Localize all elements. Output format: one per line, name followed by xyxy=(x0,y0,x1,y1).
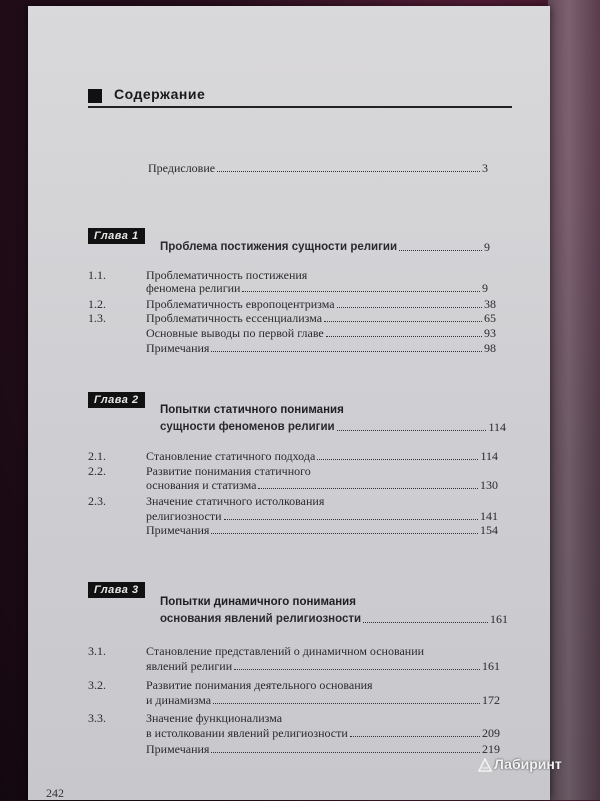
labyrinth-logo-icon xyxy=(478,758,492,772)
leader-dots xyxy=(213,703,480,704)
chapter-1-title: Проблема постижения сущности религии xyxy=(160,241,398,253)
entry-label: Примечания xyxy=(146,341,210,355)
chapter-2-badge: Глава 2 xyxy=(88,392,145,408)
leader-dots xyxy=(317,459,478,460)
leader-dots xyxy=(363,622,488,623)
page-number-fragment: 242 xyxy=(46,786,64,800)
entry-page: 209 xyxy=(482,726,500,740)
entry-page: 161 xyxy=(490,612,508,626)
section-title-line1: Проблематичность постижения xyxy=(146,268,308,282)
entry-page: 93 xyxy=(484,326,496,340)
toc-entry-preface[interactable] xyxy=(148,161,488,175)
toc-entry-notes-1[interactable] xyxy=(146,341,496,355)
entry-page: 65 xyxy=(484,311,496,325)
chapter-3-title-line1: Попытки динамичного понимания xyxy=(160,596,356,608)
toc-entry-2-2[interactable] xyxy=(146,478,498,492)
section-title-line1: Значение статичного истолкования xyxy=(146,494,325,508)
entry-page: 9 xyxy=(482,281,488,295)
adjacent-page-edge xyxy=(548,0,600,800)
chapter-2-title-line2: сущности феноменов религии xyxy=(160,421,335,433)
leader-dots xyxy=(324,321,482,322)
toc-entry-notes-2[interactable] xyxy=(146,523,498,537)
entry-label: Основные выводы по первой главе xyxy=(146,326,324,340)
section-number: 1.1. xyxy=(88,268,106,282)
book-page xyxy=(28,6,550,800)
entry-label: религиозности xyxy=(146,509,222,523)
section-title-line1: Значение функционализма xyxy=(146,711,283,725)
section-number: 2.1. xyxy=(88,449,106,463)
toc-entry-conclusions-1[interactable] xyxy=(146,326,496,340)
entry-page: 3 xyxy=(482,161,488,175)
chapter-1-title-entry[interactable] xyxy=(160,240,490,254)
section-number: 1.3. xyxy=(88,311,106,325)
entry-page: 114 xyxy=(480,449,498,463)
leader-dots xyxy=(258,488,478,489)
leader-dots xyxy=(399,250,482,251)
entry-label: Становление статичного подхода xyxy=(146,449,316,463)
entry-label: Проблематичность европоцентризма xyxy=(146,297,335,311)
chapter-3-title-entry[interactable] xyxy=(160,612,508,626)
entry-label: Проблематичность ессенциализма xyxy=(146,311,323,325)
leader-dots xyxy=(337,430,487,431)
toc-entry-1-3[interactable] xyxy=(146,311,496,325)
entry-label: в истолковании явлений религиозности xyxy=(146,726,348,740)
entry-label: Примечания xyxy=(146,742,210,756)
leader-dots xyxy=(217,171,480,172)
entry-label: Предисловие xyxy=(148,161,216,175)
entry-label: и динамизма xyxy=(146,693,212,707)
chapter-3-badge: Глава 3 xyxy=(88,582,145,598)
toc-entry-3-2[interactable] xyxy=(146,693,500,707)
toc-header xyxy=(88,86,512,108)
section-number: 3.3. xyxy=(88,711,106,725)
section-title-line1: Становление представлений о динамичном основании xyxy=(146,644,425,658)
toc-entry-3-1[interactable] xyxy=(146,659,500,673)
chapter-3-title-line2: основания явлений религиозности xyxy=(160,613,362,625)
leader-dots xyxy=(211,752,480,753)
leader-dots xyxy=(224,519,478,520)
entry-page: 114 xyxy=(488,420,506,434)
chapter-1-badge: Глава 1 xyxy=(88,228,145,244)
leader-dots xyxy=(337,307,482,308)
watermark-text: Лабиринт xyxy=(494,756,562,772)
leader-dots xyxy=(326,336,482,337)
entry-page: 9 xyxy=(484,240,490,254)
entry-page: 38 xyxy=(484,297,496,311)
section-number: 2.3. xyxy=(88,494,106,508)
section-number: 1.2. xyxy=(88,297,106,311)
toc-entry-3-3[interactable] xyxy=(146,726,500,740)
entry-label: явлений религии xyxy=(146,659,233,673)
chapter-2-title-line1: Попытки статичного понимания xyxy=(160,404,344,416)
leader-dots xyxy=(211,533,478,534)
chapter-2-title-entry[interactable] xyxy=(160,420,506,434)
section-number: 2.2. xyxy=(88,464,106,478)
entry-page: 154 xyxy=(480,523,498,537)
entry-page: 130 xyxy=(480,478,498,492)
entry-page: 219 xyxy=(482,742,500,756)
leader-dots xyxy=(350,736,480,737)
toc-entry-1-2[interactable] xyxy=(146,297,496,311)
entry-label: феномена религии xyxy=(146,281,241,295)
section-number: 3.1. xyxy=(88,644,106,658)
toc-entry-1-1[interactable] xyxy=(146,281,488,295)
entry-page: 141 xyxy=(480,509,498,523)
section-title-line1: Развитие понимания деятельного основания xyxy=(146,678,373,692)
entry-page: 98 xyxy=(484,341,496,355)
section-number: 3.2. xyxy=(88,678,106,692)
section-title-line1: Развитие понимания статичного xyxy=(146,464,311,478)
entry-label: основания и статизма xyxy=(146,478,257,492)
leader-dots xyxy=(234,669,480,670)
leader-dots xyxy=(211,351,482,352)
page-title: Содержание xyxy=(114,86,206,102)
header-square-marker xyxy=(88,89,102,103)
toc-entry-2-3[interactable] xyxy=(146,509,498,523)
toc-entry-notes-3[interactable] xyxy=(146,742,500,756)
entry-page: 172 xyxy=(482,693,500,707)
entry-page: 161 xyxy=(482,659,500,673)
toc-entry-2-1[interactable] xyxy=(146,449,498,463)
leader-dots xyxy=(242,291,480,292)
entry-label: Примечания xyxy=(146,523,210,537)
